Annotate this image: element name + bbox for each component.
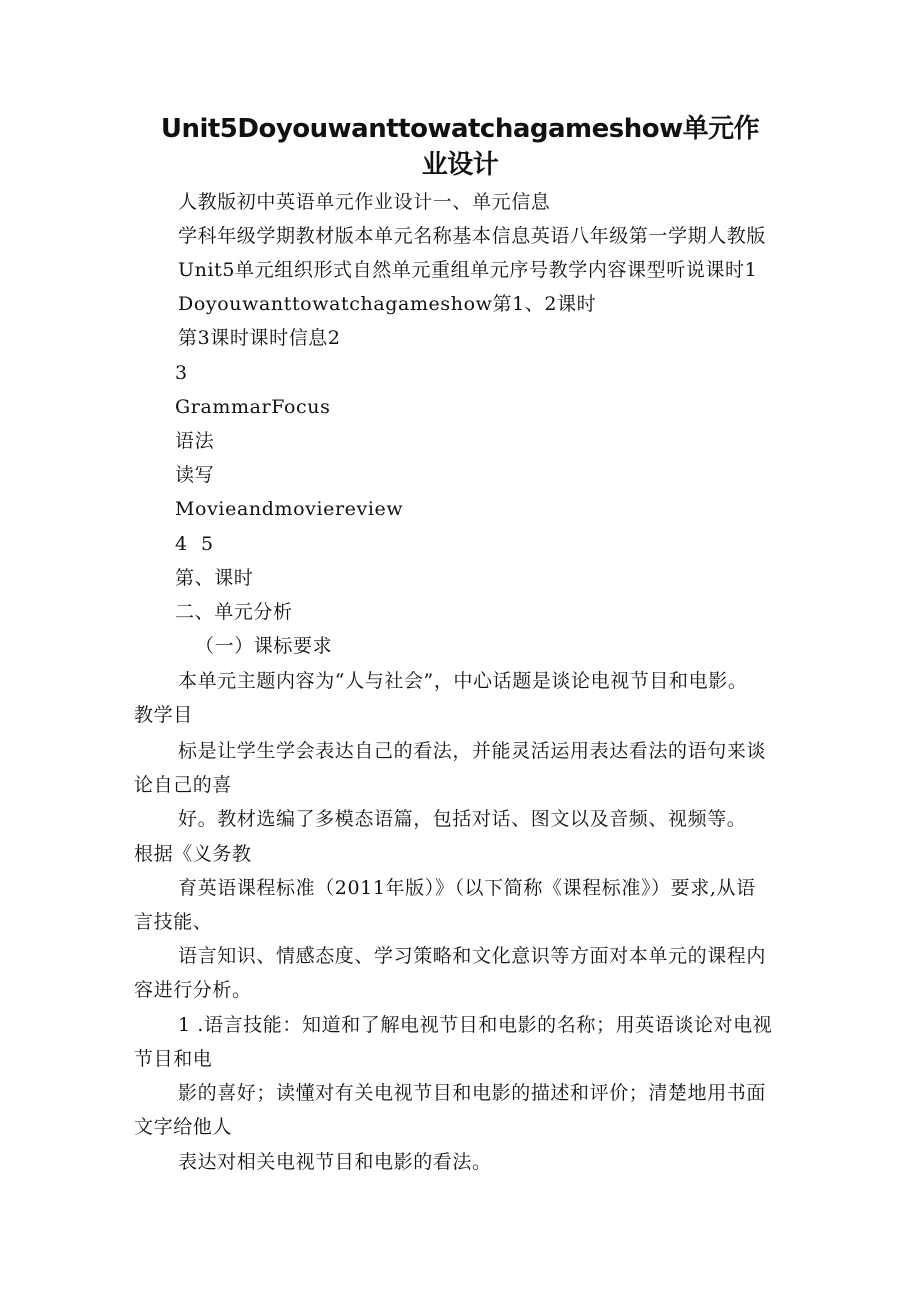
document-title-line-1: Unit5Doyouwanttowatchagameshow单元作: [160, 114, 760, 144]
text-line: 育英语课程标准（2011年版）》（以下简称《课程标准》）要求,从语: [178, 877, 756, 899]
text-line: 言技能、: [134, 911, 213, 933]
text-line: 学科年级学期教材版本单元名称基本信息英语八年级第一学期人教版: [178, 225, 767, 247]
text-line: 影的喜好；读懂对有关电视节目和电影的描述和评价；清楚地用书面: [178, 1082, 767, 1104]
text-line: Movieandmoviereview: [175, 498, 404, 520]
text-line: 文字给他人: [134, 1116, 233, 1138]
text-line: 容进行分析。: [134, 979, 252, 1001]
text-line: Unit5单元组织形式自然单元重组单元序号教学内容课型听说课时1: [178, 259, 758, 281]
text-line: Doyouwanttowatchagameshow第1、2课时: [178, 293, 597, 315]
text-line: 1 .语言技能：知道和了解电视节目和电影的名称；用英语谈论对电视: [178, 1014, 773, 1036]
text-line: 本单元主题内容为“人与社会”，中心话题是谈论电视节目和电影。: [178, 670, 748, 692]
text-line: 第、课时: [175, 567, 254, 589]
text-line: 教学目: [134, 704, 193, 726]
text-line: 人教版初中英语单元作业设计一、单元信息: [178, 191, 551, 213]
subsection-heading: （一）课标要求: [195, 635, 333, 657]
text-line: 表达对相关电视节目和电影的看法。: [178, 1151, 492, 1173]
text-line: 第3课时课时信息2: [178, 327, 341, 349]
document-title-line-2: 业设计: [421, 150, 499, 180]
text-line: 好。教材选编了多模态语篇，包括对话、图文以及音频、视频等。: [178, 808, 747, 830]
text-line: GrammarFocus: [175, 396, 331, 418]
text-line: 语言知识、情感态度、学习策略和文化意识等方面对本单元的课程内: [178, 945, 767, 967]
text-line: 4 5: [175, 533, 214, 555]
section-heading: 二、单元分析: [175, 601, 293, 623]
text-line: 3: [175, 362, 188, 384]
text-line: 读写: [175, 464, 215, 486]
text-line: 标是让学生学会表达自己的看法，并能灵活运用表达看法的语句来谈: [178, 740, 767, 762]
text-line: 论自己的喜: [134, 774, 233, 796]
text-line: 语法: [175, 430, 215, 452]
text-line: 根据《义务教: [134, 843, 252, 865]
text-line: 节目和电: [134, 1048, 213, 1070]
